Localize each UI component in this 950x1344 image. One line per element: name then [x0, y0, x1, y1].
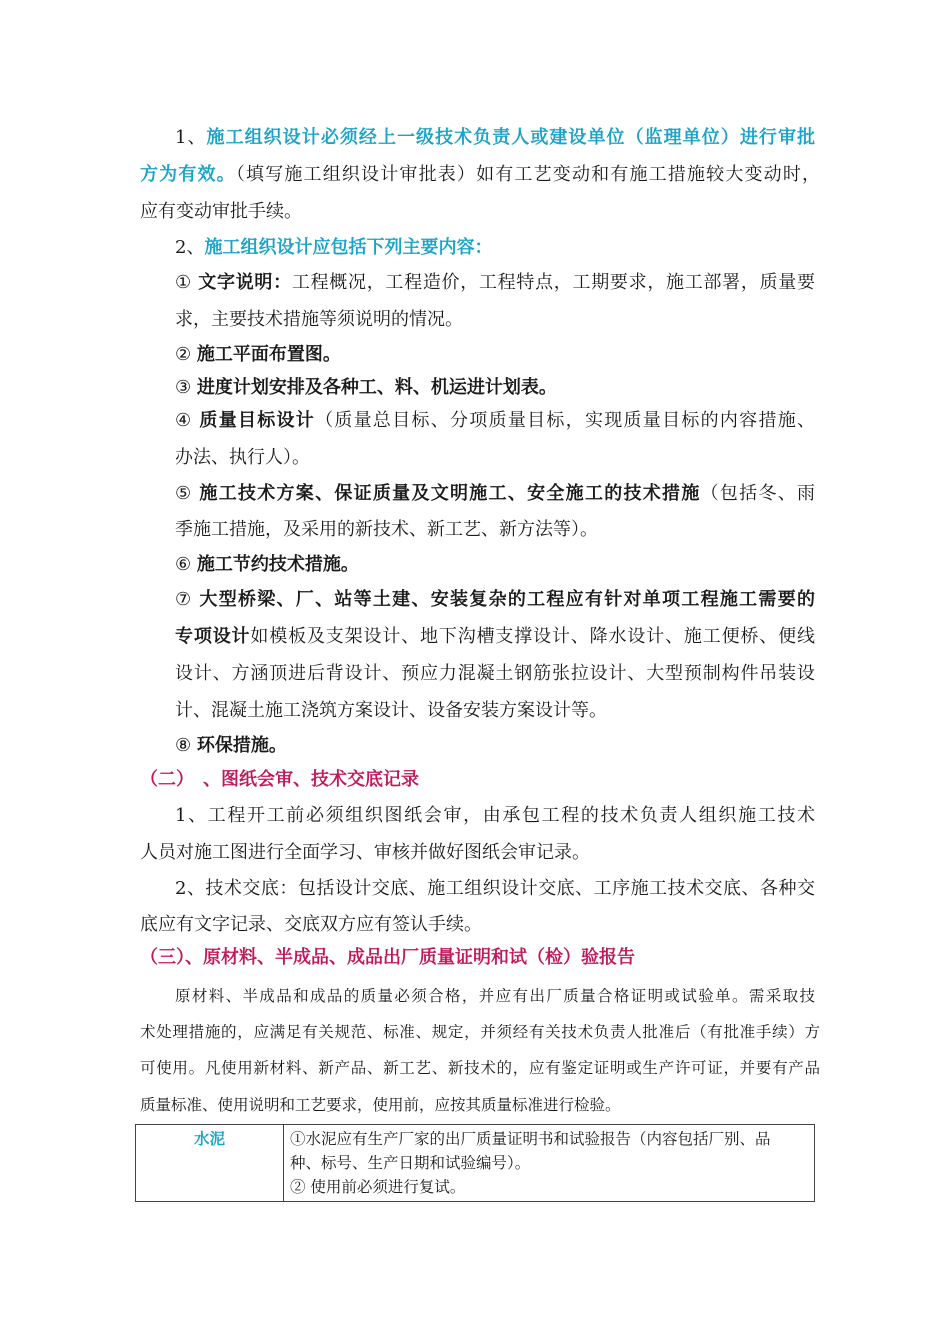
content-7-line1 [175, 585, 815, 615]
requirement-line: ② 使用前必须进行复试。 [290, 1178, 466, 1196]
section-2-p2-line1: 2、技术交底：包括设计交底、施工组织设计交底、工序施工技术交底、各种交 [175, 878, 815, 899]
content-8-head: 环保措施。 [196, 735, 287, 756]
material-requirements-cell [284, 1125, 815, 1202]
requirement-line: ①水泥应有生产厂家的出厂质量证明书和试验报告（内容包括厂别、品 [290, 1130, 771, 1148]
content-8 [175, 731, 815, 761]
circled-number: ⑥ [175, 554, 192, 575]
item1-line2 [140, 160, 820, 190]
circled-number: ② [175, 344, 192, 365]
item2-line [175, 233, 815, 263]
content-7-head: 大型桥梁、厂、站等土建、安装复杂的工程应有针对单项工程施工需要的 [199, 589, 815, 610]
table-row [136, 1125, 815, 1202]
material-table [135, 1124, 815, 1202]
circled-number: ① [175, 272, 192, 293]
content-1-line2: 求，主要技术措施等须说明的情况。 [175, 309, 463, 330]
section-2-heading: （二） 、图纸会审、技术交底记录 [140, 769, 419, 790]
content-4-text: （质量总目标、分项质量目标，实现质量目标的内容措施、 [315, 410, 815, 431]
content-5-head: 施工技术方案、保证质量及文明施工、安全施工的技术措施 [199, 483, 701, 504]
content-7-text: 如模板及支架设计、地下沟槽支撑设计、降水设计、施工便桥、便线 [250, 626, 815, 647]
requirement-line: 种、标号、生产日期和试验编号）。 [290, 1154, 531, 1172]
section-2-p2-line2: 底应有文字记录、交底双方应有签认手续。 [140, 914, 482, 935]
item1-highlight: 施工组织设计必须经上一级技术负责人或建设单位（监理单位）进行审批 [206, 127, 815, 148]
content-7-line2 [175, 622, 815, 652]
section-2-p1-line1: 1、工程开工前必须组织图纸会审，由承包工程的技术负责人组织施工技术 [175, 805, 815, 826]
content-1-head: 文字说明： [198, 272, 292, 293]
content-1-text: 工程概况，工程造价，工程特点，工期要求，施工部署，质量要 [291, 272, 815, 293]
section-2-p1-line2: 人员对施工图进行全面学习、审核并做好图纸会审记录。 [140, 842, 590, 863]
circled-number: ⑤ [175, 483, 193, 504]
item-number: 2、 [175, 237, 205, 258]
content-6 [175, 550, 815, 580]
section-3-heading: （三）、原材料、半成品、成品出厂质量证明和试（检）验报告 [140, 947, 635, 968]
content-7-head-cont: 专项设计 [175, 626, 251, 647]
section-3-para-line4: 质量标准、使用说明和工艺要求，使用前，应按其质量标准进行检验。 [140, 1096, 621, 1114]
item1-line1 [175, 123, 815, 153]
circled-number: ⑦ [175, 589, 193, 610]
content-4-line2: 办法、执行人）。 [175, 447, 310, 468]
section-3-para-line1: 原材料、半成品和成品的质量必须合格，并应有出厂质量合格证明或试验单。需采取技 [175, 987, 815, 1005]
content-7-line4: 计、混凝土施工浇筑方案设计、设备安装方案设计等。 [175, 700, 607, 721]
material-name-cell: 水泥 [136, 1125, 284, 1202]
circled-number: ③ [175, 377, 192, 398]
item2-highlight: 施工组织设计应包括下列主要内容： [204, 237, 493, 258]
section-3-para-line2: 术处理措施的，应满足有关规范、标准、规定，并须经有关技术负责人批准后（有批准手续）方 [140, 1023, 820, 1041]
content-7-line3: 设计、方涵顶进后背设计、预应力混凝土钢筋张拉设计、大型预制构件吊装设 [175, 663, 815, 684]
content-5-line1 [175, 479, 815, 509]
content-4-line1 [175, 406, 815, 436]
item1-line3: 应有变动审批手续。 [140, 201, 302, 222]
content-4-head: 质量目标设计 [199, 410, 316, 431]
content-5-line2: 季施工措施，及采用的新技术、新工艺、新方法等）。 [175, 519, 598, 540]
item1-rest: （填写施工组织设计审批表）如有工艺变动和有施工措施较大变动时， [235, 164, 820, 185]
content-6-head: 施工节约技术措施。 [196, 554, 359, 575]
circled-number: ⑧ [175, 735, 192, 756]
section-3-para-line3: 可使用。凡使用新材料、新产品、新工艺、新技术的，应有鉴定证明或生产许可证，并要有产品 [140, 1059, 820, 1077]
item1-highlight-cont: 方为有效。 [140, 164, 236, 185]
content-3 [175, 373, 815, 403]
content-2 [175, 340, 815, 370]
content-3-head: 进度计划安排及各种工、料、机运进计划表。 [196, 377, 557, 398]
content-5-text: （包括冬、雨 [700, 483, 815, 504]
content-2-head: 施工平面布置图。 [196, 344, 341, 365]
circled-number: ④ [175, 410, 193, 431]
item-number: 1、 [175, 127, 207, 148]
content-1-line1 [175, 268, 815, 298]
